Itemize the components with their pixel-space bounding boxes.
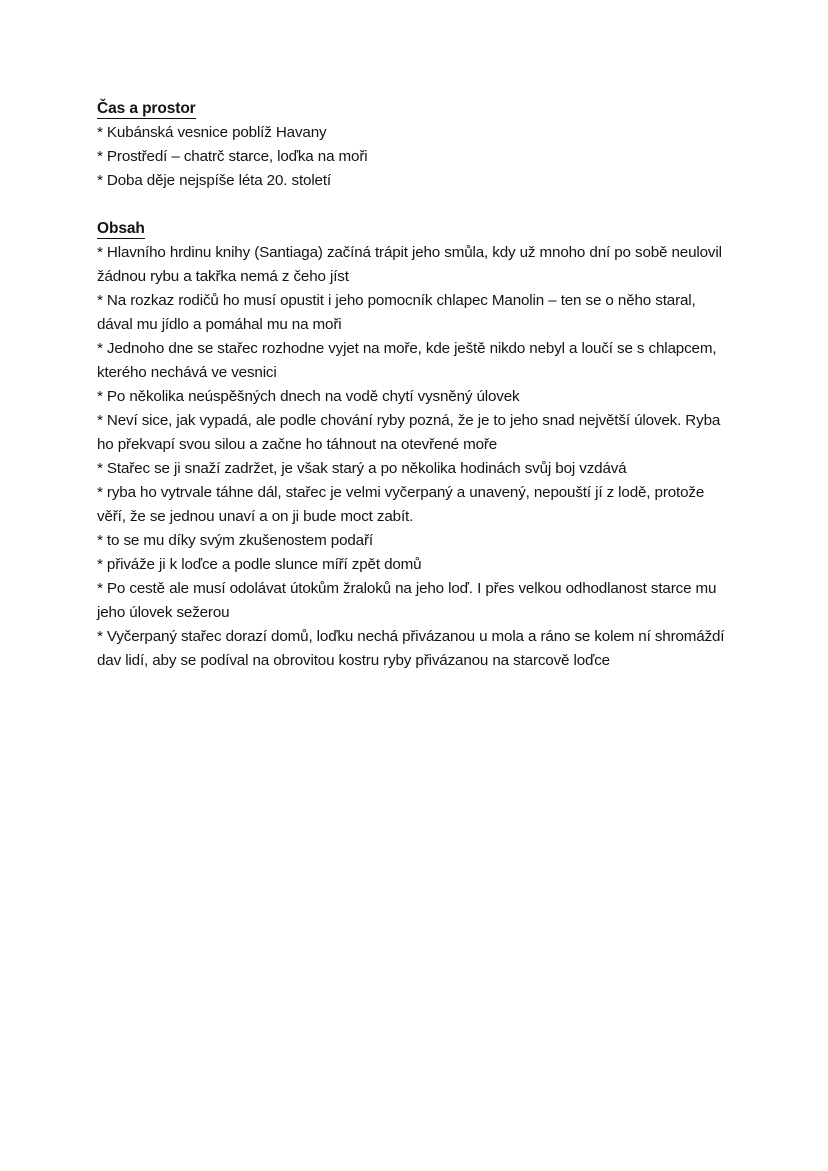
- list-item: * Jednoho dne se stařec rozhodne vyjet na moře, kde ještě nikdo nebyl a loučí se s chlapcem, kterého nechává ve vesnici: [97, 340, 717, 381]
- list-item: * Vyčerpaný stařec dorazí domů, loďku nechá přivázanou u mola a ráno se kolem ní shromáždí dav lidí, aby se podíval na obrovitou kostru ryby přivázanou na starcově loďce: [97, 628, 725, 669]
- section-heading-cas-a-prostor: [97, 97, 733, 121]
- list-item: * Neví sice, jak vypadá, ale podle chování ryby pozná, že je to jeho snad největší úlovek. Ryba ho překvapí svou silou a začne ho táhnout na otevřené moře: [97, 412, 721, 453]
- section-heading-text: Čas a prostor: [97, 100, 196, 117]
- list-item: * Po cestě ale musí odolávat útokům žraloků na jeho loď. I přes velkou odhodlanost starce mu jeho úlovek sežerou: [97, 580, 717, 621]
- list-item: * Hlavního hrdinu knihy (Santiaga) začíná trápit jeho smůla, kdy už mnoho dní po sobě neulovil žádnou rybu a takřka nemá z čeho jíst: [97, 244, 722, 285]
- list-item: * Prostředí – chatrč starce, loďka na moři: [97, 148, 368, 165]
- list-item: * přiváže ji k loďce a podle slunce míří zpět domů: [97, 556, 422, 573]
- document-content: [97, 97, 733, 673]
- section-heading-text: Obsah: [97, 220, 145, 237]
- list-item: * Po několika neúspěšných dnech na vodě chytí vysněný úlovek: [97, 388, 520, 405]
- section-heading-obsah: [97, 217, 733, 241]
- list-item: * Stařec se ji snaží zadržet, je však starý a po několika hodinách svůj boj vzdává: [97, 460, 627, 477]
- section-cas-a-prostor: [97, 97, 733, 193]
- list-item: * Doba děje nejspíše léta 20. století: [97, 172, 331, 189]
- list-item: * Na rozkaz rodičů ho musí opustit i jeho pomocník chlapec Manolin – ten se o něho staral, dával mu jídlo a pomáhal mu na moři: [97, 292, 696, 333]
- list-item: * ryba ho vytrvale táhne dál, stařec je velmi vyčerpaný a unavený, nepouští jí z lodě, protože věří, že se jednou unaví a on ji bude moct zabít.: [97, 484, 705, 525]
- section-obsah: [97, 217, 733, 673]
- list-item: * to se mu díky svým zkušenostem podaří: [97, 532, 373, 549]
- list-item: * Kubánská vesnice poblíž Havany: [97, 124, 327, 141]
